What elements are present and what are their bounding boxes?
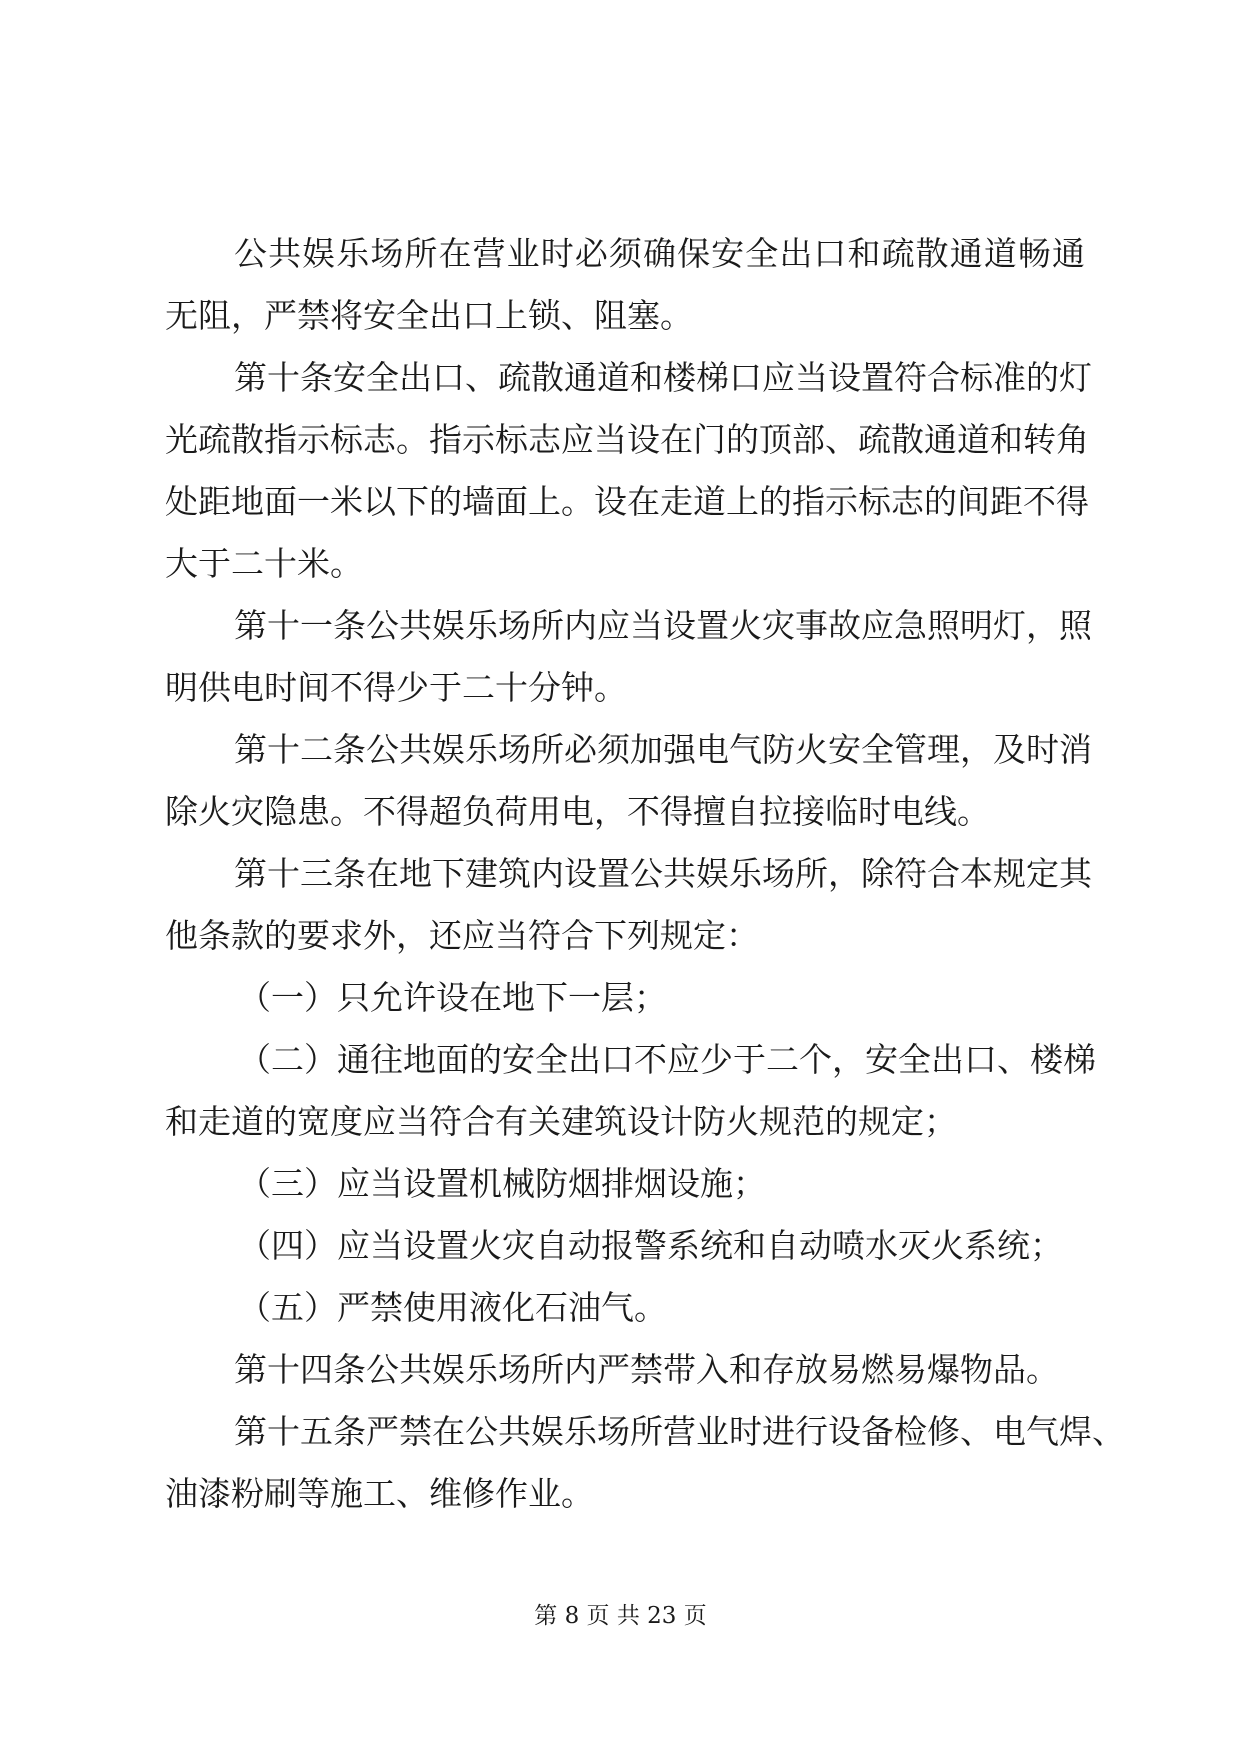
paragraph-line: 无阻，严禁将安全出口上锁、阻塞。: [165, 296, 693, 335]
paragraph-line: 第十四条公共娱乐场所内严禁带入和存放易燃易爆物品。: [234, 1350, 1059, 1389]
list-item: （一）只允许设在地下一层；: [238, 978, 667, 1017]
paragraph-line: 光疏散指示标志。指示标志应当设在门的顶部、疏散通道和转角: [165, 420, 1089, 459]
list-item: （四）应当设置火灾自动报警系统和自动喷水灭火系统；: [238, 1226, 1063, 1265]
paragraph-line: 第十条安全出口、疏散通道和楼梯口应当设置符合标准的灯: [234, 358, 1092, 397]
paragraph-line: 除火灾隐患。不得超负荷用电，不得擅自拉接临时电线。: [165, 792, 990, 831]
list-item: （三）应当设置机械防烟排烟设施；: [238, 1164, 766, 1203]
paragraph-line: 油漆粉刷等施工、维修作业。: [165, 1474, 594, 1513]
paragraph-line: 明供电时间不得少于二十分钟。: [165, 668, 627, 707]
list-item: （五）严禁使用液化石油气。: [238, 1288, 667, 1327]
paragraph-line: 大于二十米。: [165, 544, 363, 583]
paragraph-line: 第十一条公共娱乐场所内应当设置火灾事故应急照明灯，照: [234, 606, 1092, 645]
page-number-footer: 第 8 页 共 23 页: [534, 1603, 707, 1629]
paragraph-line: 第十三条在地下建筑内设置公共娱乐场所，除符合本规定其: [234, 854, 1092, 893]
paragraph-line: 第十二条公共娱乐场所必须加强电气防火安全管理，及时消: [234, 730, 1092, 769]
paragraph-line: 和走道的宽度应当符合有关建筑设计防火规范的规定；: [165, 1102, 957, 1141]
paragraph-line: 他条款的要求外，还应当符合下列规定：: [165, 916, 759, 955]
paragraph-line: 第十五条严禁在公共娱乐场所营业时进行设备检修、电气焊、: [234, 1412, 1125, 1451]
list-item: （二）通往地面的安全出口不应少于二个，安全出口、楼梯: [238, 1040, 1096, 1079]
paragraph-line: 公共娱乐场所在营业时必须确保安全出口和疏散通道畅通: [234, 234, 1085, 273]
paragraph-line: 处距地面一米以下的墙面上。设在走道上的指示标志的间距不得: [165, 482, 1089, 521]
